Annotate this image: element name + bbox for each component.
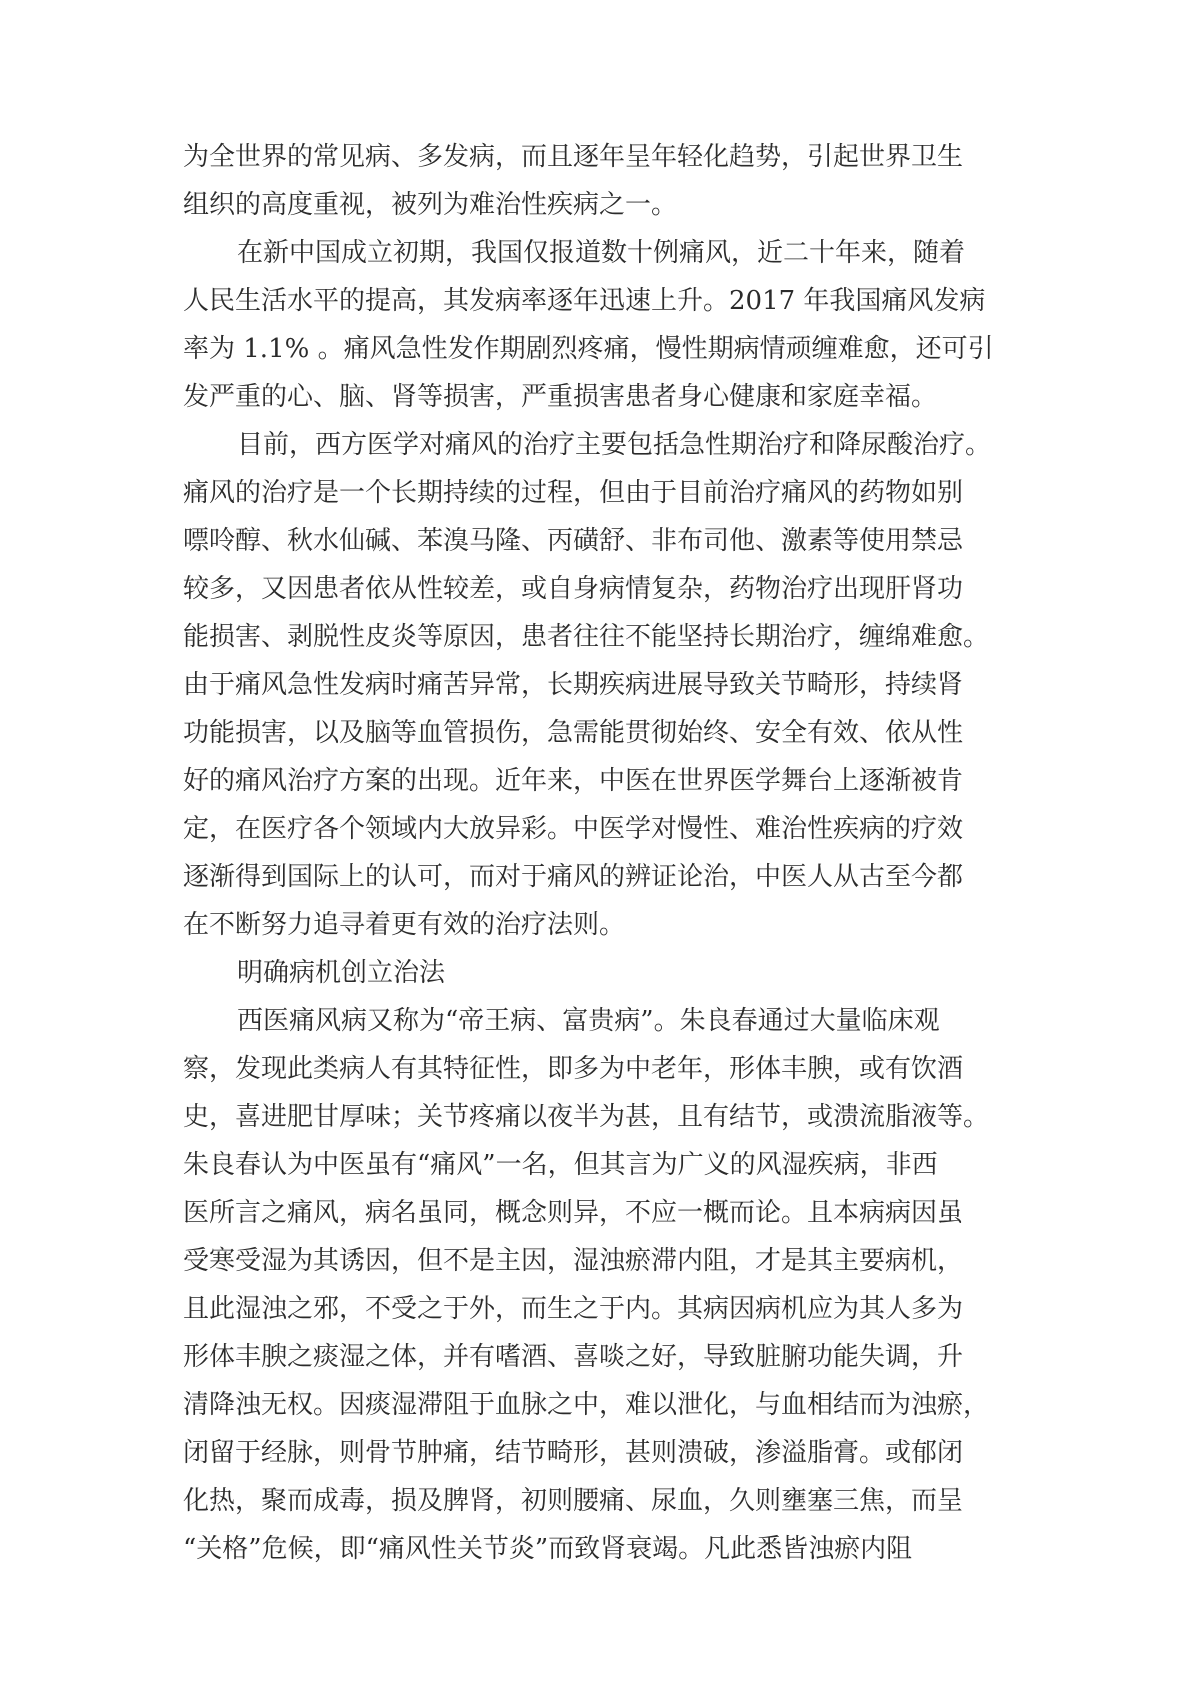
text-line: 形体丰腴之痰湿之体，并有嗜酒、喜啖之好，导致脏腑功能失调，升 — [183, 1342, 964, 1372]
text-line: 发严重的心、脑、肾等损害，严重损害患者身心健康和家庭幸福。 — [183, 382, 938, 412]
text-line: 察，发现此类病人有其特征性，即多为中老年，形体丰腴，或有饮酒 — [183, 1054, 964, 1084]
text-line: 受寒受湿为其诱因，但不是主因，湿浊瘀滞内阻，才是其主要病机， — [183, 1246, 964, 1276]
text-line: 清降浊无权。因痰湿滞阻于血脉之中，难以泄化，与血相结而为浊瘀， — [183, 1390, 990, 1420]
text-line: “关格”危候，即“痛风性关节炎”而致肾衰竭。凡此悉皆浊瘀内阻 — [183, 1534, 913, 1564]
text-line: 好的痛风治疗方案的出现。近年来，中医在世界医学舞台上逐渐被肯 — [183, 766, 964, 796]
paragraph-first-line: 在新中国成立初期，我国仅报道数十例痛风，近二十年来，随着 — [237, 238, 966, 268]
text-line: 痛风的治疗是一个长期持续的过程，但由于目前治疗痛风的药物如别 — [183, 478, 964, 508]
text-line: 率为 1.1% 。痛风急性发作期剧烈疼痛，慢性期病情顽缠难愈，还可引 — [183, 334, 994, 364]
body-text — [183, 133, 1023, 1573]
text-line: 组织的高度重视，被列为难治性疾病之一。 — [183, 190, 678, 220]
text-line: 较多，又因患者依从性较差，或自身病情复杂，药物治疗出现肝肾功 — [183, 574, 964, 604]
text-line: 朱良春认为中医虽有“痛风”一名，但其言为广义的风湿疾病，非西 — [183, 1150, 938, 1180]
text-line: 化热，聚而成毒，损及脾肾，初则腰痛、尿血，久则壅塞三焦，而呈 — [183, 1486, 964, 1516]
text-line: 定，在医疗各个领域内大放异彩。中医学对慢性、难治性疾病的疗效 — [183, 814, 964, 844]
paragraph-first-line: 目前，西方医学对痛风的治疗主要包括急性期治疗和降尿酸治疗。 — [237, 430, 992, 460]
text-line: 医所言之痛风，病名虽同，概念则异，不应一概而论。且本病病因虽 — [183, 1198, 964, 1228]
text-line: 且此湿浊之邪，不受之于外，而生之于内。其病因病机应为其人多为 — [183, 1294, 964, 1324]
text-line: 由于痛风急性发病时痛苦异常，长期疾病进展导致关节畸形，持续肾 — [183, 670, 964, 700]
text-line: 为全世界的常见病、多发病，而且逐年呈年轻化趋势，引起世界卫生 — [183, 142, 964, 172]
text-line: 闭留于经脉，则骨节肿痛，结节畸形，甚则溃破，渗溢脂膏。或郁闭 — [183, 1438, 964, 1468]
paragraph-first-line: 西医痛风病又称为“帝王病、富贵病”。朱良春通过大量临床观 — [237, 1006, 940, 1036]
text-line: 在不断努力追寻着更有效的治疗法则。 — [183, 910, 626, 940]
text-line: 史，喜进肥甘厚味；关节疼痛以夜半为甚，且有结节，或溃流脂液等。 — [183, 1102, 990, 1132]
paragraph-first-line: 明确病机创立治法 — [237, 958, 446, 988]
text-line: 功能损害，以及脑等血管损伤，急需能贯彻始终、安全有效、依从性 — [183, 718, 964, 748]
text-line: 能损害、剥脱性皮炎等原因，患者往往不能坚持长期治疗，缠绵难愈。 — [183, 622, 990, 652]
text-line: 嘌呤醇、秋水仙碱、苯溴马隆、丙磺舒、非布司他、激素等使用禁忌 — [183, 526, 964, 556]
text-line: 逐渐得到国际上的认可，而对于痛风的辨证论治，中医人从古至今都 — [183, 862, 964, 892]
text-line: 人民生活水平的提高，其发病率逐年迅速上升。2017 年我国痛风发病 — [183, 286, 986, 316]
